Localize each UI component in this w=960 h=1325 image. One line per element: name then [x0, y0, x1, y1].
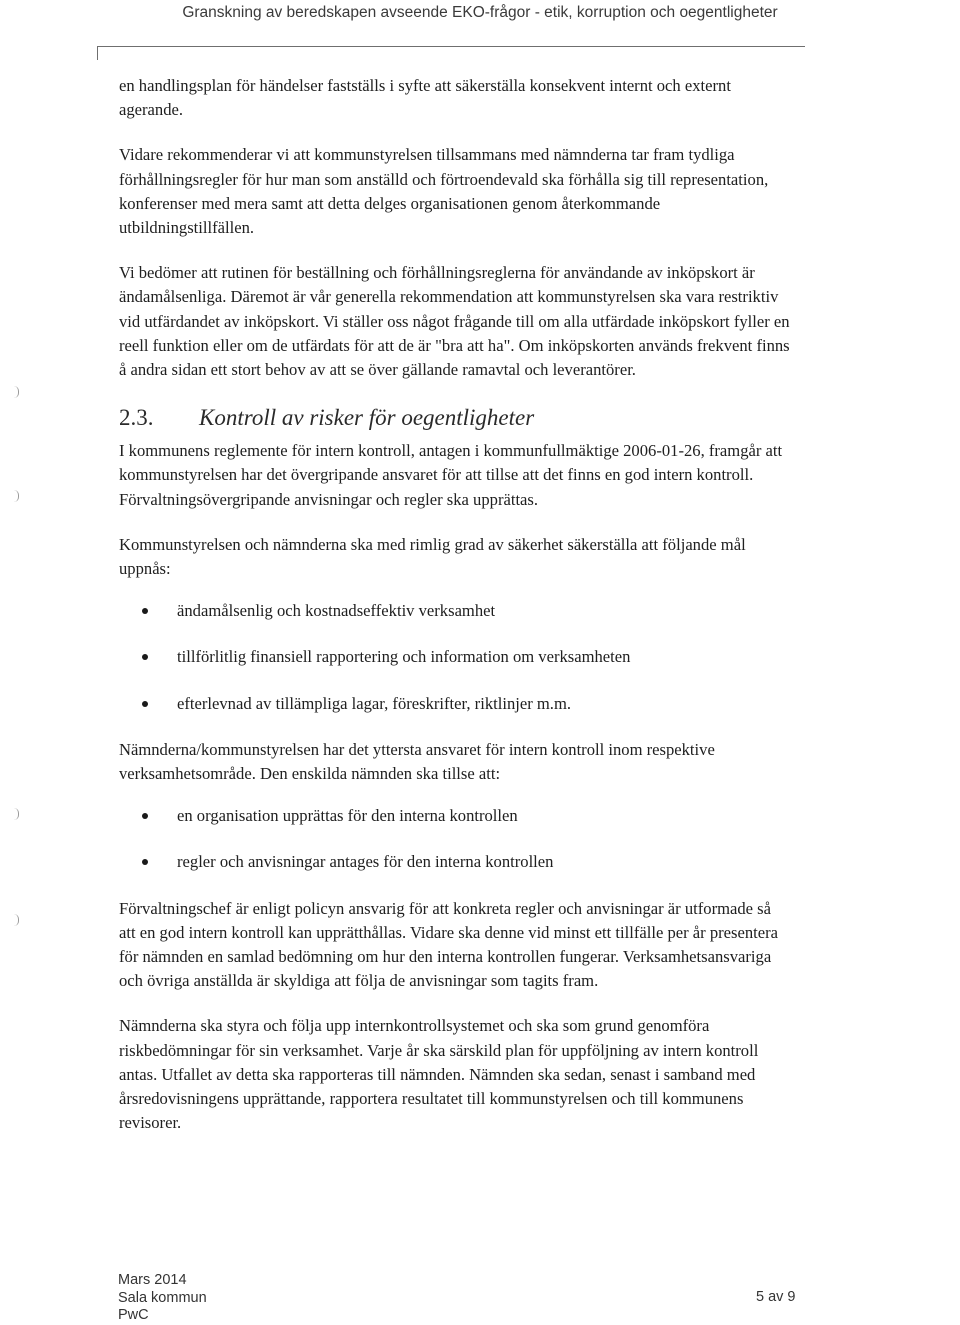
list-item: ändamålsenlig och kostnadseffektiv verksamhet	[119, 599, 791, 623]
list-item: regler och anvisningar antages för den interna kontrollen	[119, 850, 791, 874]
goals-list	[119, 599, 791, 716]
page-number: 5 av 9	[756, 1289, 796, 1305]
margin-bracket-mark	[14, 490, 19, 502]
paragraph: en handlingsplan för händelser fastställs i syfte att säkerställa konsekvent internt och externt agerande.	[119, 76, 731, 120]
margin-bracket-mark	[14, 914, 19, 926]
header-rule	[97, 46, 805, 47]
footer-date: Mars 2014	[118, 1272, 187, 1288]
bullet-icon	[142, 813, 148, 819]
margin-bracket-mark	[14, 386, 19, 398]
footer-organization: Sala kommun	[118, 1289, 207, 1306]
paragraph: Vidare rekommenderar vi att kommunstyrelsen tillsammans med nämnderna tar fram tydliga förhållningsregler för hur man som anställd och förtroendevald ska förhålla sig till representation, konferenser med mera samt att detta delges organisationen genom återkommande utbildningstillfällen.	[119, 145, 769, 238]
section-number: 2.3.	[119, 405, 154, 431]
bullet-icon	[142, 654, 148, 660]
margin-bracket-mark	[14, 808, 19, 820]
page-body	[119, 74, 791, 1157]
bullet-icon	[142, 608, 148, 614]
footer-firm: PwC	[118, 1307, 149, 1323]
bullet-icon	[142, 859, 148, 865]
list-item: efterlevnad av tillämpliga lagar, föreskrifter, riktlinjer m.m.	[119, 692, 791, 716]
paragraph: Nämnderna ska styra och följa upp internkontrollsystemet och ska som grund genomföra riskbedömningar för sin verksamhet. Varje år ska särskild plan för uppföljning av intern kontroll antas. Utfallet av detta ska rapporteras till nämnden. Nämnden ska sedan, senast i samband med årsredovisningens upprättande, rapportera resultatet till kommunstyrelsen och till kommunens revisorer.	[119, 1016, 759, 1133]
section-heading	[119, 403, 791, 433]
document-header: Granskning av beredskapen avseende EKO-frågor - etik, korruption och oegentligheter	[182, 4, 778, 21]
list-item: en organisation upprättas för den interna kontrollen	[119, 804, 791, 828]
paragraph: Kommunstyrelsen och nämnderna ska med rimlig grad av säkerhet säkerställa att följande mål uppnås:	[119, 534, 746, 579]
section-title: Kontroll av risker för oegentligheter	[199, 405, 535, 431]
paragraph: Nämnderna/kommunstyrelsen har det yttersta ansvaret för intern kontroll inom respektive verksamhetsområde. Den enskilda nämnden ska tillse att:	[119, 739, 715, 784]
paragraph: Förvaltningschef är enligt policyn ansvarig för att konkreta regler och anvisningar är utformade så att en god intern kontroll kan upprätthållas. Vidare ska denne vid minst ett tillfälle per år presentera för nämnden en samlad bedömning om hur den interna kontrollen fungerar. Verksamhetsansvariga och övriga anställda är skyldiga att följa de anvisningar som tagits fram.	[119, 898, 779, 991]
paragraph: I kommunens reglemente för intern kontroll, antagen i kommunfullmäktige 2006-01-26, framgår att kommunstyrelsen har det övergripande ansvaret för att tillse att det finns en god intern kontroll. Förvaltningsövergripande anvisningar och regler ska upprättas.	[119, 441, 783, 509]
header-rule-tick	[97, 46, 98, 60]
duties-list	[119, 804, 791, 874]
footer-info	[118, 1272, 207, 1325]
paragraph: Vi bedömer att rutinen för beställning och förhållningsreglerna för användande av inköpskort är ändamålsenliga. Däremot är vår generella rekommendation att kommunstyrelsen ska vara restriktiv vid utfärdandet av inköpskort. Vi ställer oss något frågande till om alla utfärdade inköpskort fyller en reell funktion eller om de utfärdats för att de är "bra att ha". Om inköpskorten används frekvent finns å andra sidan ett stort behov av att se över gällande ramavtal och leverantörer.	[119, 263, 790, 380]
list-item: tillförlitlig finansiell rapportering och information om verksamheten	[119, 645, 791, 669]
bullet-icon	[142, 701, 148, 707]
